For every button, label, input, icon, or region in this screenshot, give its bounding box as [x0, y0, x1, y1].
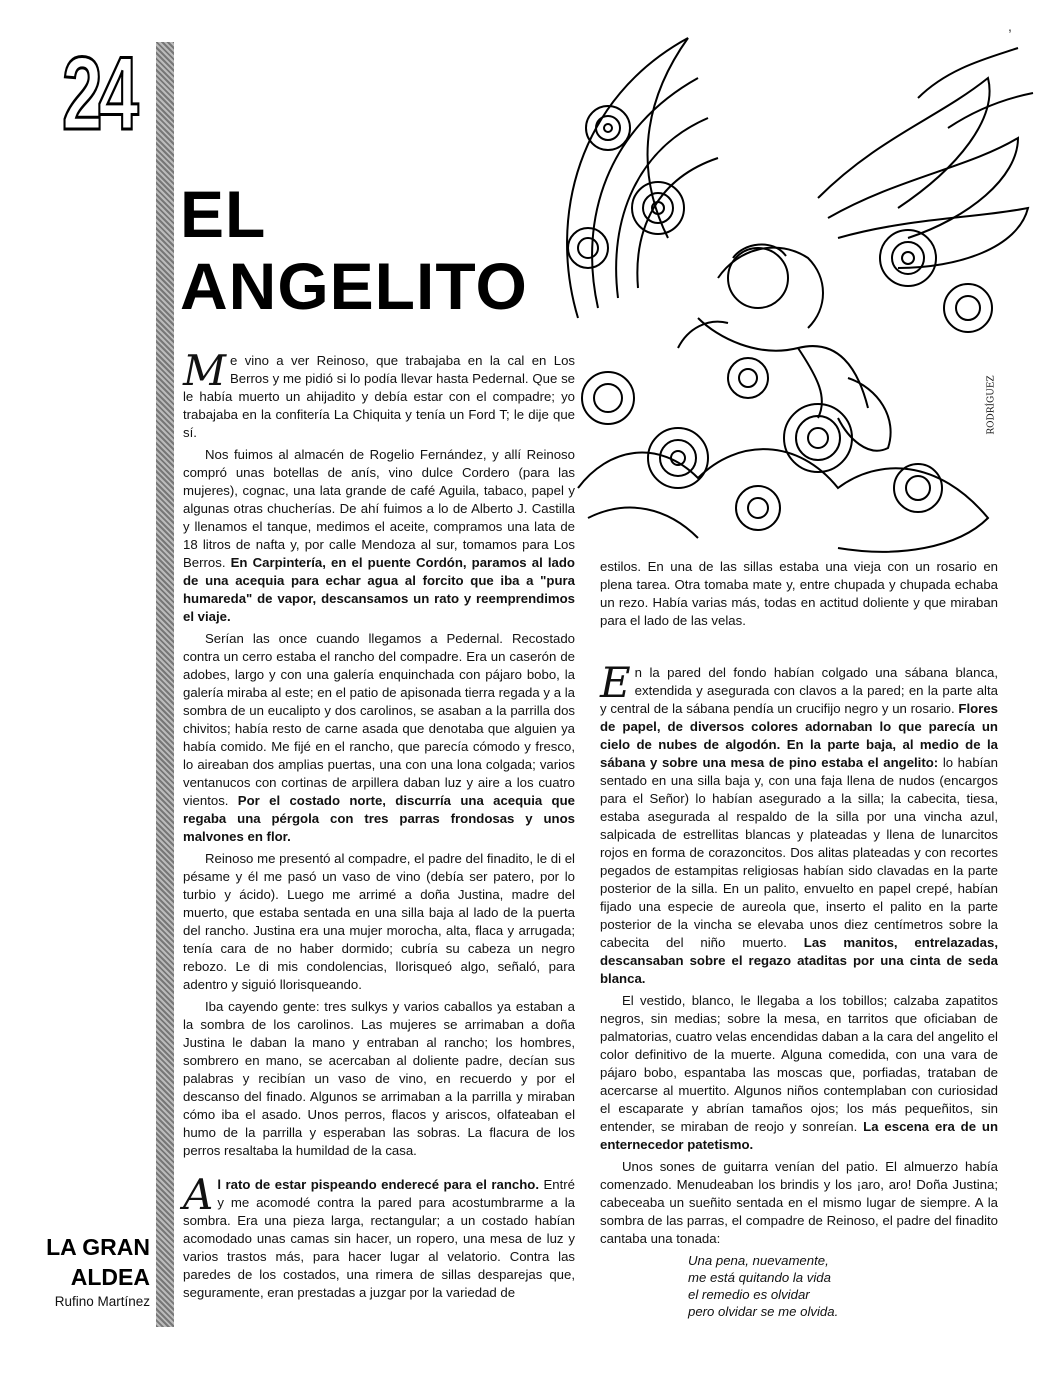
column-1-section-2: [183, 1170, 575, 1306]
paragraph: Nos fuimos al almacén de Rogelio Fernández, y allí Reinoso compró unas botellas de anís, vino dulce Cordero (para las mujeres), cognac, una lata grande de café Aguila, tabaco, papel y algunas otras chucherías. De ahí fuimos a lo de Alberto J. Castilla y llenamos el tanque, medimos el aceite, compramos una lata de 18 litros de nafta y, por calle Mendoza al sur, tomamos para Los Berros. En Carpintería, en el puente Cordón, paramos al lado de una acequia para echar agua al forcito que iba a "pura humareda" de vapor, descansamos un rato y reemprendimos el viaje.: [183, 447, 575, 624]
publication-name-line-1: LA GRAN: [46, 1234, 150, 1260]
sidebar-publication: [18, 1232, 150, 1312]
poem: [688, 1252, 998, 1320]
poem-line: el remedio es olvidar: [688, 1287, 810, 1302]
paragraph: El vestido, blanco, le llegaba a los tobillos; calzaba zapatitos negros, sin medias; sobre la mesa, en tarritos que oficiaban de palmatorias, cuatro velas encendidas daban a la cara del angelito el color definitivo de la muerte. Alguna comedida, con una vara de pájaro bobo, espantaba las moscas que, porfiadas, trataban de acercarse al muertito. Algunos niños contemplaban con curiosidad el escaparate y abrían tamaños ojos; los más pequeñitos, sin entender, se miraban de reojo y sonreían. La escena era de un enternecedor patetismo.: [600, 993, 999, 1152]
poem-line: me está quitando la vida: [688, 1270, 831, 1285]
paragraph: Serían las once cuando llegamos a Pedernal. Recostado contra un cerro estaba el rancho del compadre. Era un caserón de adobes, largo y con una galería enquinchada con pájaro bobo, la galería miraba al este; en el patio de apisonada tierra regada y a la sombra de un eucalipto y dos carolinos, se asaban a la parrilla dos chivitos; había resto de carne asada que denotaba que alguien ya había comido. Me fijé en el rancho, que parecía cómodo y fresco, lo aireaban dos amplias puertas, una con una lona colgada; varios ventanucos con cortinas de arpillera daban luz y aire a los cuatro vientos. Por el costado norte, discurría una acequia que regaba una pérgola con tres parras frondosas y unos malvones en flor.: [183, 631, 576, 844]
paragraph: Me vino a ver Reinoso, que trabajaba en la cal en Los Berros y me pidió si lo podía llevar hasta Pedernal. Que se le había muerto un ahijadito y debía estar con el compadre; yo trabajaba en la confitería La Chiquita y tenía un Ford T; le dije que sí.: [183, 346, 575, 440]
column-2: [600, 658, 999, 1320]
corner-mark: ,: [1008, 18, 1012, 34]
paragraph: En la pared del fondo habían colgado una sábana blanca, extendida y asegurada con clavos a la pared; en la parte alta y central de la sábana pendía un crucifijo negro y un rosario. Flores de papel, de diversos colores adornaban lo que parecía un cielo de nubes de algodón. En la parte baja, al medio de la sábana y sobre una mesa de pino estaba el angelito: lo habían sentado en una silla baja y, con una faja llena de nudos (encargos para el Señor) lo habían asegurado a la silla; la cabecita, tiesa, estaba asegurada al respaldo de la silla por una vincha azul, salpicada de estrellitas blancas y plateadas y llena de lunarcitos rojos en forma de corazoncitos. Dos alitas plateadas y con recortes pegados de estampitas religiosas habían sido clavadas en la parte posterior de la silla. En un palito, envuelto en papel crepé, habían fijado una especie de aureola que, inserto el palito en la parte posterior de la vincha se elevaba unos diez centímetros sobre la cabecita del niño muerto. Las manitos, entrelazadas, descansaban sobre el regazo ataditas por una cinta de seda blanca.: [600, 658, 999, 986]
angel-illustration: [518, 18, 1040, 563]
paragraph: Al rato de estar pispeando enderecé para el rancho. Entré y me acomodé contra la pared para acostumbrarme a la sombra. Era una pieza larga, rectangular; a un costado habían acomodado unas camas sin hacer, un ropero, una mesa de luz y varios trastos más, para hacer lugar al velatorio. Contra las paredes de los costados, una rimera de sillas desparejas que, seguramente, eran prestadas a juzgar por la variedad de: [183, 1170, 575, 1300]
publication-name-line-2: ALDEA: [70, 1264, 150, 1290]
drop-cap: A: [183, 1170, 214, 1219]
column-2-continuation: [600, 558, 998, 634]
column-1: [183, 346, 576, 1164]
artist-signature: RODRÍGUEZ: [986, 375, 997, 435]
poem-line: pero olvidar se me olvida.: [688, 1304, 839, 1319]
paragraph: estilos. En una de las sillas estaba una vieja con un rosario en plena tarea. Otra tomaba mate y, entre chupada y chupada echaba un rezo. Había varias más, todas en actitud doliente y que miraban para el lado de las velas.: [600, 559, 998, 628]
gray-margin-bar: [156, 42, 174, 1327]
article-title: [180, 178, 528, 322]
title-line-2: ANGELITO: [180, 249, 528, 323]
author-name: Rufino Martínez: [54, 1294, 150, 1309]
page-number: 24: [62, 36, 135, 152]
poem-line: Una pena, nuevamente,: [688, 1253, 829, 1268]
paragraph: Unos sones de guitarra venían del patio. El almuerzo había comenzado. Menudeaban los brindis y los ¡aro, aro! Doña Justina; cabeceaba un sueñito sentada en el mismo lugar de siempre. A la sombra de las parras, el compadre de Reinoso, el padre del finadito cantaba una tonada:: [600, 1159, 998, 1246]
drop-cap: E: [600, 658, 631, 707]
paragraph: Iba cayendo gente: tres sulkys y varios caballos ya estaban a la sombra de los carolinos. Las mujeres se arrimaban a doña Justina le daban la mano y entraban al rancho; los hombres, sombrero en mano, se acercaban al doliente padre, decían sus palabras y recibían un vaso de vino, en recuerdo y por el descanso del finado. Algunos se arrimaban a la parrilla y miraban cómo iba el asado. Unos perros, flacos y ariscos, olfateaban el humo de la parrilla y esperaban las sobras. La flacura de los perros resaltaba la humildad de la casa.: [183, 999, 575, 1158]
paragraph: Reinoso me presentó al compadre, el padre del finadito, le di el pésame y él me pasó un vaso de vino (debía ser patero, por lo turbio y ácido). Luego me arrimé a doña Justina, madre del muerto, que estaba sentada en una silla baja al lado de la puerta del rancho. Justina era una mujer morocha, alta, flaca y arrugada; tenía cara de no haber dormido; cubría su cabeza un negro rebozo. Le di mis condolencias, llorisqueó algo, señaló, para adentro y siguió llorisqueando.: [183, 851, 575, 992]
drop-cap: M: [183, 346, 227, 395]
title-line-1: EL: [180, 177, 267, 251]
